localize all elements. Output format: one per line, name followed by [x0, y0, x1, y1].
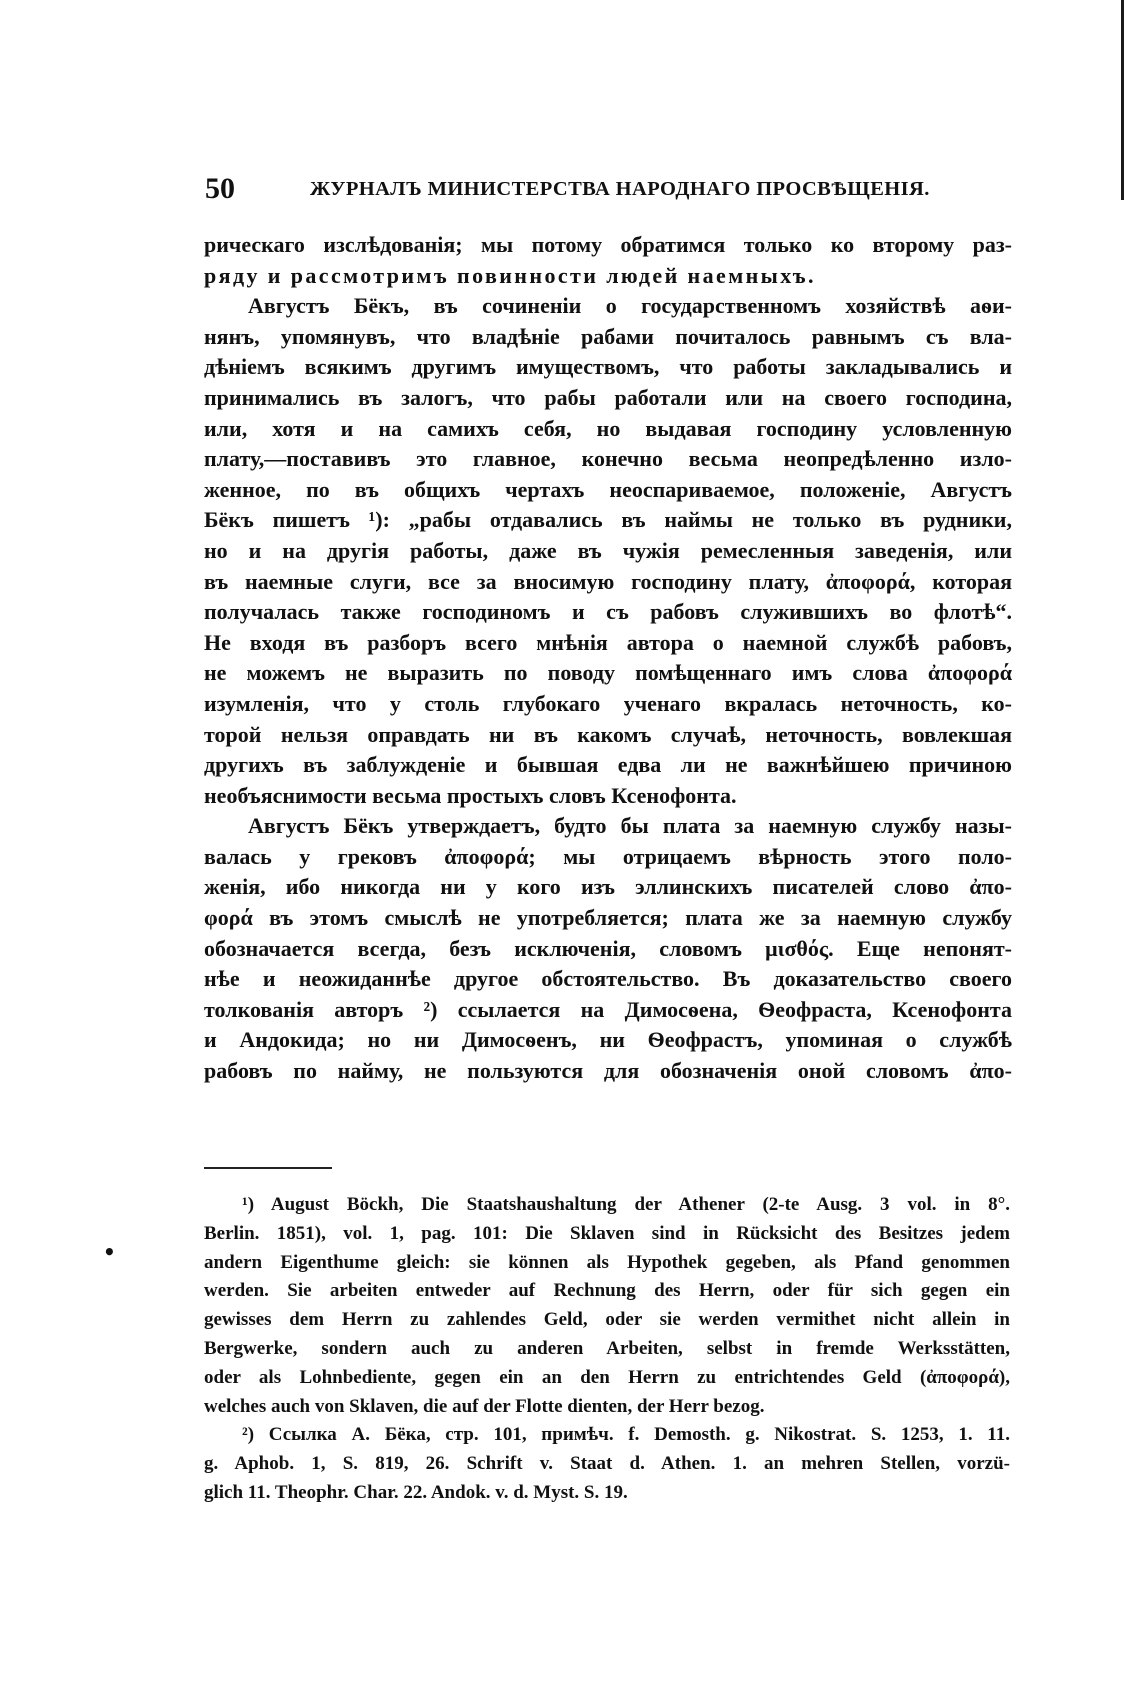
footnote-line: welches auch von Sklaven, die auf der Flotte dienten, der Herr bezog.: [204, 1395, 765, 1417]
footnote-line: oder als Lohnbediente, gegen ein an den Herrn zu entrichtendes Geld (ἀποφορά),: [204, 1366, 1010, 1388]
page-number: 50: [205, 172, 235, 205]
text-line: Августъ Бёкъ утверждаетъ, будто бы плата за наемную службу назы-: [248, 813, 1012, 839]
text-line: не можемъ не выразить по поводу помѣщеннаго имъ слова ἀποφορά: [204, 660, 1012, 686]
text-line: въ наемные слуги, все за вносимую господину плату, ἀποφορά, которая: [204, 568, 1012, 594]
text-line: рическаго изслѣдованія; мы потому обратимся только ко второму раз-: [204, 232, 1012, 257]
text-line: другихъ въ заблужденіе и бывшая едва ли не важнѣйшею причиною: [204, 752, 1012, 778]
footnote-line: werden. Sie arbeiten entweder auf Rechnung des Herrn, oder für sich gegen ein: [204, 1280, 1010, 1302]
text-line: нянъ, упомянувъ, что владѣніе рабами почиталось равнымъ съ вла-: [204, 323, 1012, 349]
text-line: валась у грековъ ἀποφορά; мы отрицаемъ вѣрность этого поло-: [204, 843, 1012, 869]
footnote-line: ²) Ссылка А. Бёка, стр. 101, примѣч. f. Demosth. g. Nikostrat. S. 1253, 1. 11.: [242, 1424, 1010, 1446]
footnotes: [204, 1191, 1010, 1508]
text-line: и Андокида; но ни Димосѳенъ, ни Ѳеофрастъ, упоминая о службѣ: [204, 1027, 1012, 1053]
text-line: принимались въ залогъ, что рабы работали или на своего господина,: [204, 384, 1012, 410]
text-line: но и на другія работы, даже въ чужія ремесленныя заведенія, или: [204, 537, 1012, 563]
footnote-divider: [204, 1167, 332, 1169]
margin-mark: •: [103, 1240, 116, 1264]
text-line: женія, ибо никогда ни у кого изъ эллинскихъ писателей слово ἀπο-: [204, 874, 1012, 900]
text-line: Августъ Бёкъ, въ сочиненіи о государственномъ хозяйствѣ аѳи-: [248, 293, 1012, 319]
footnote-line: Berlin. 1851), vol. 1, pag. 101: Die Sklaven sind in Rücksicht des Besitzes jedem: [204, 1222, 1010, 1244]
running-title: ЖУРНАЛЪ МИНИСТЕРСТВА НАРОДНАГО ПРОСВѢЩЕНІЯ.: [310, 178, 930, 200]
text-line: Бёкъ пишетъ ¹): „рабы отдавались въ наймы не только въ рудники,: [204, 507, 1012, 533]
text-line: рабовъ по найму, не пользуются для обозначенія оной словомъ ἀπο-: [204, 1058, 1012, 1084]
footnote-line: ¹) August Böckh, Die Staatshaushaltung der Athener (2-te Ausg. 3 vol. in 8°.: [242, 1194, 1010, 1215]
footnote-line: gewisses dem Herrn zu zahlendes Geld, oder sie werden vermithet nicht allein in: [204, 1309, 1010, 1331]
text-line: φορά въ этомъ смыслѣ не употребляется; плата же за наемную службу: [204, 905, 1012, 931]
footnote-line: Bergwerke, sondern auch zu anderen Arbeiten, selbst in fremde Werksstätten,: [204, 1337, 1010, 1359]
text-line: ряду и рассмотримъ повинности людей наемныхъ.: [204, 262, 816, 288]
page-edge-rule: [1121, 0, 1124, 200]
text-line: изумленія, что у столь глубокаго ученаго вкралась неточность, ко-: [204, 690, 1012, 716]
text-line: нѣе и неожиданнѣе другое обстоятельство. Въ доказательство своего: [204, 966, 1012, 992]
footnote-line: g. Aphob. 1, S. 819, 26. Schrift v. Staat d. Athen. 1. an mehren Stellen, vorzü-: [204, 1453, 1010, 1475]
text-line: обозначается всегда, безъ исключенія, словомъ μισθός. Еще непонят-: [204, 935, 1012, 961]
footnote-line: glich 11. Theophr. Char. 22. Andok. v. d. Myst. S. 19.: [204, 1481, 628, 1503]
text-line: женное, по въ общихъ чертахъ неоспариваемое, положеніе, Августъ: [204, 476, 1012, 502]
text-line: Не входя въ разборъ всего мнѣнія автора о наемной службѣ рабовъ,: [204, 629, 1012, 655]
text-line: получалась также господиномъ и съ рабовъ служившихъ во флотѣ“.: [204, 599, 1012, 625]
text-line: торой нельзя оправдать ни въ какомъ случаѣ, неточность, вовлекшая: [204, 721, 1012, 747]
text-line: дѣніемъ всякимъ другимъ имуществомъ, что работы закладывались и: [204, 354, 1012, 380]
text-line: толкованія авторъ ²) ссылается на Димосѳена, Ѳеофраста, Ксенофонта: [204, 996, 1012, 1022]
text-line: или, хотя и на самихъ себя, но выдавая господину условленную: [204, 415, 1012, 441]
text-line: плату,—поставивъ это главное, конечно весьма неопредѣленно изло-: [204, 446, 1012, 472]
main-text: [204, 230, 1012, 1087]
footnote-line: andern Eigenthume gleich: sie können als Hypothek gegeben, als Pfand genommen: [204, 1251, 1010, 1273]
text-line: необъяснимости весьма простыхъ словъ Ксенофонта.: [204, 782, 737, 808]
